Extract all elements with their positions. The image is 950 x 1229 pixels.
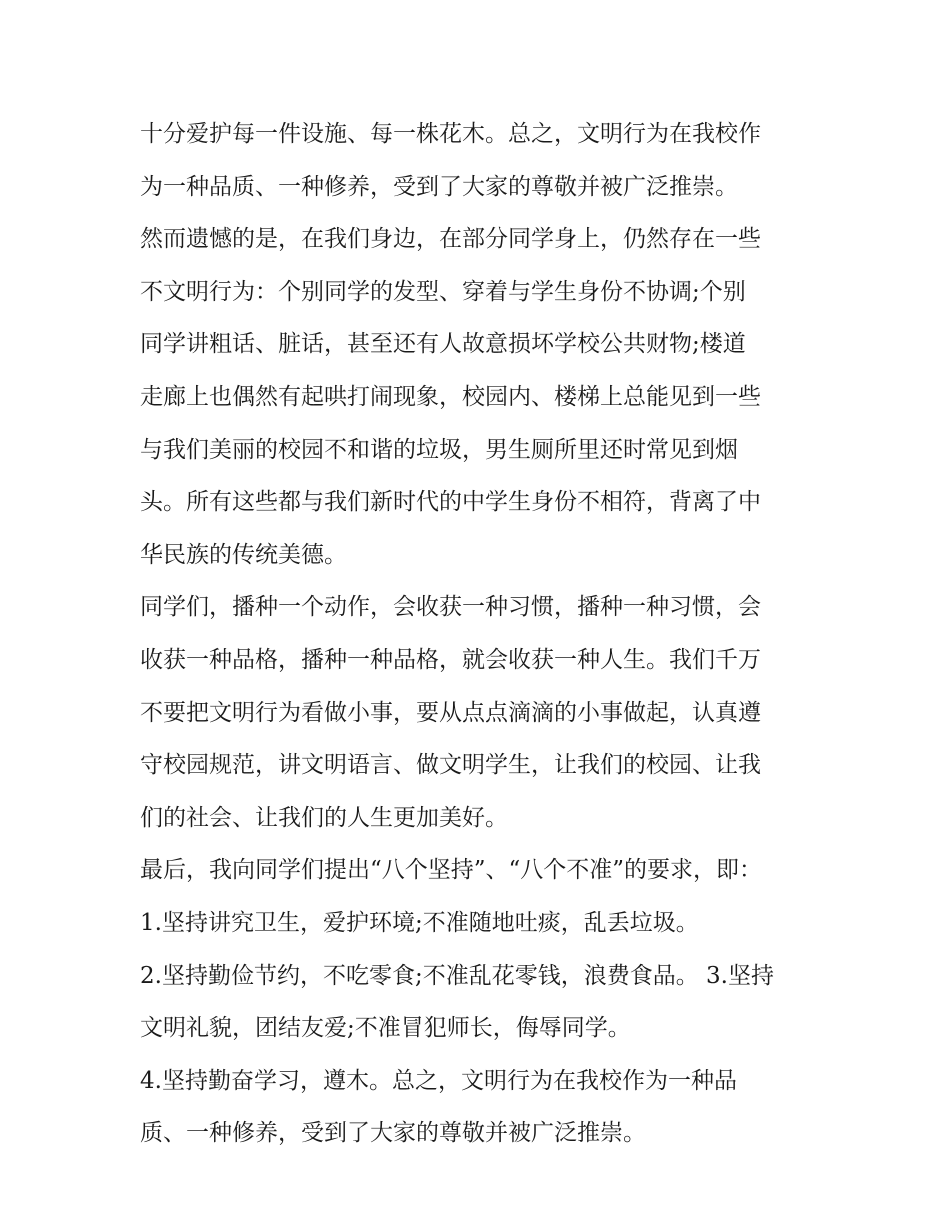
text-line: 1.坚持讲究卫生，爱护环境;不准随地吐痰，乱丢垃圾。 [140,909,699,936]
text-line: 4.坚持勤奋学习，遵木。总之，文明行为在我校作为一种品 [140,1067,737,1094]
text-line: 同学们，播种一个动作，会收获一种习惯，播种一种习惯，会 [140,594,761,621]
text-line: 与我们美丽的校园不和谐的垃圾，男生厕所里还时常见到烟 [140,436,738,463]
document-body [140,108,820,1160]
text-line: 守校园规范，讲文明语言、做文明学生，让我们的校园、让我 [140,752,761,779]
text-line: 不要把文明行为看做小事，要从点点滴滴的小事做起，认真遵 [140,699,761,726]
text-line: 然而遗憾的是，在我们身边，在部分同学身上，仍然存在一些 [140,226,761,253]
text-line: 同学讲粗话、脏话，甚至还有人故意损坏学校公共财物;楼道 [140,331,746,358]
text-line: 2.坚持勤俭节约，不吃零食;不准乱花零钱，浪费食品。 3.坚持 [140,962,774,989]
text-line: 头。所有这些都与我们新时代的中学生身份不相符，背离了中 [140,489,761,516]
text-line: 走廊上也偶然有起哄打闹现象，校园内、楼梯上总能见到一些 [140,383,761,410]
text-line: 收获一种品格，播种一种品格，就会收获一种人生。我们千万 [140,646,761,673]
text-line: 文明礼貌，团结友爱;不准冒犯师长，侮辱同学。 [140,1015,631,1042]
text-line: 质、一种修养，受到了大家的尊敬并被广泛推崇。 [140,1120,646,1147]
text-line: 不文明行为：个别同学的发型、穿着与学生身份不协调;个别 [140,278,746,305]
text-line: 十分爱护每一件设施、每一株花木。总之，文明行为在我校作 [140,121,761,147]
text-line: 们的社会、让我们的人生更加美好。 [140,804,508,831]
text-line: 华民族的传统美德。 [140,541,347,568]
text-line: 最后，我向同学们提出“八个坚持”、“八个不准”的要求，即： [140,857,763,884]
text-line: 为一种品质、一种修养，受到了大家的尊敬并被广泛推崇。 [140,173,738,200]
